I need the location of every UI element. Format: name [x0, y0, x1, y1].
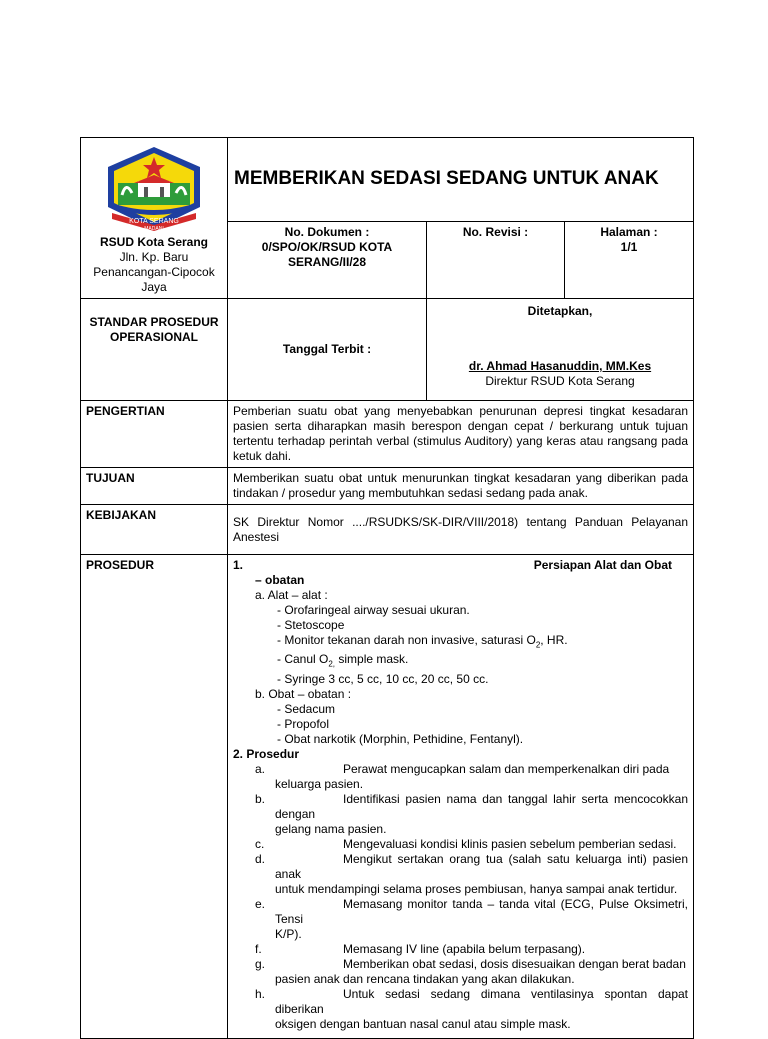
- page-label: Halaman :: [600, 224, 658, 239]
- steps-title: 2. Prosedur: [233, 746, 300, 761]
- obat-item: - Obat narkotik (Morphin, Pethidine, Fentanyl).: [277, 731, 524, 746]
- pengertian-text: Pemberian suatu obat yang menyebabkan penurunan depresi tingkat kesadaran pasien serta diharapkan masih berespon dengan cepat / berkurang untuk tujuan tertentu terhadap perintah verbal (stimulus Auditory) yang keras atau rangsang pada ketuk dahi.: [228, 401, 694, 468]
- doc-number-value: 0/SPO/OK/RSUD KOTA SERANG/II/28: [261, 239, 393, 269]
- issued-date-label: Tanggal Terbit :: [228, 299, 427, 401]
- signer-title: Direktur RSUD Kota Serang: [485, 374, 635, 388]
- procedure-step: c. Mengevaluasi kondisi klinis pasien sebelum pemberian sedasi.: [255, 836, 677, 851]
- alat-item: - Orofaringeal airway sesuai ukuran.: [277, 603, 470, 617]
- svg-text:MADANI: MADANI: [144, 226, 164, 231]
- tujuan-label: TUJUAN: [81, 468, 228, 505]
- obat-label: b. Obat – obatan :: [255, 686, 352, 701]
- prep-title-b: – obatan: [255, 573, 305, 587]
- kota-serang-logo: [104, 145, 204, 231]
- alat-item: - Canul $O_{2,}$ simple mask.: [277, 652, 409, 669]
- alat-item: - Monitor tekanan darah non invasive, saturasi $O_2$, HR.: [277, 633, 568, 650]
- procedure-step: e. Memasang monitor tanda – tanda vital (ECG, Pulse Oksimetri, Tensi K/P).: [255, 896, 689, 941]
- procedure-step: h. Untuk sedasi sedang dimana ventilasinya spontan dapat diberikan oksigen dengan bantuan nasal canul atau simple mask.: [255, 986, 689, 1031]
- approved-label: Ditetapkan,: [527, 304, 593, 318]
- procedure-step: g. Memberikan obat sedasi, dosis disesuaikan dengan berat badan pasien anak dan rencana tindakan yang akan dilakukan.: [255, 956, 686, 986]
- header-org-cell: [81, 138, 228, 299]
- kebijakan-label: KEBIJAKAN: [81, 505, 228, 555]
- doc-number-label: No. Dokumen :: [284, 224, 370, 239]
- prep-number: 1.: [233, 558, 244, 572]
- obat-item: - Sedacum: [277, 701, 336, 716]
- org-address-line3: Jaya: [141, 280, 167, 294]
- page-cell: [565, 221, 694, 298]
- procedure-step: d. Mengikut sertakan orang tua (salah satu keluarga inti) pasien anak untuk mendampingi selama proses pembiusan, hanya sampai anak tertidur.: [255, 851, 689, 896]
- tujuan-text: Memberikan suatu obat untuk menurunkan tingkat kesadaran yang diberikan pada tindakan / prosedur yang membutuhkan sedasi sedang pada anak.: [228, 468, 694, 505]
- obat-item: - Propofol: [277, 716, 330, 731]
- org-address-line1: Jln. Kp. Baru: [119, 250, 189, 264]
- org-name: RSUD Kota Serang: [99, 235, 209, 249]
- prep-heading: [233, 558, 688, 573]
- revision-cell: [427, 221, 565, 298]
- svg-text:KOTA SERANG: KOTA SERANG: [129, 218, 179, 225]
- spo-table: [80, 137, 694, 1039]
- spo-label: STANDAR PROSEDUR OPERASIONAL: [81, 299, 228, 401]
- alat-item: - Stetoscope: [277, 618, 345, 632]
- prep-title-a: Persiapan Alat dan Obat: [533, 558, 673, 572]
- alat-label: a. Alat – alat :: [255, 588, 328, 602]
- procedure-step: a. Perawat mengucapkan salam dan memperkenalkan diri pada keluarga pasien.: [255, 761, 670, 791]
- approval-cell: [427, 299, 694, 401]
- alat-item: - Syringe 3 cc, 5 cc, 10 cc, 20 cc, 50 cc.: [277, 671, 489, 686]
- prosedur-content: [228, 555, 694, 1039]
- org-address-line2: Penancangan-Cipocok: [93, 265, 215, 279]
- doc-number-cell: [228, 221, 427, 298]
- prosedur-label: PROSEDUR: [81, 555, 228, 1039]
- pengertian-label: PENGERTIAN: [81, 401, 228, 468]
- procedure-step: b. Identifikasi pasien nama dan tanggal lahir serta mencocokkan dengan gelang nama pasien.: [255, 791, 689, 836]
- kebijakan-text: SK Direktur Nomor ..../RSUDKS/SK-DIR/VIII/2018) tentang Panduan Pelayanan Anestesi: [228, 505, 694, 555]
- document-title: MEMBERIKAN SEDASI SEDANG UNTUK ANAK: [228, 138, 694, 222]
- signer-name: dr. Ahmad Hasanuddin, MM.Kes: [468, 359, 652, 373]
- revision-label: No. Revisi :: [462, 224, 529, 239]
- procedure-step: f. Memasang IV line (apabila belum terpasang).: [255, 941, 586, 956]
- page-value: 1/1: [620, 239, 638, 254]
